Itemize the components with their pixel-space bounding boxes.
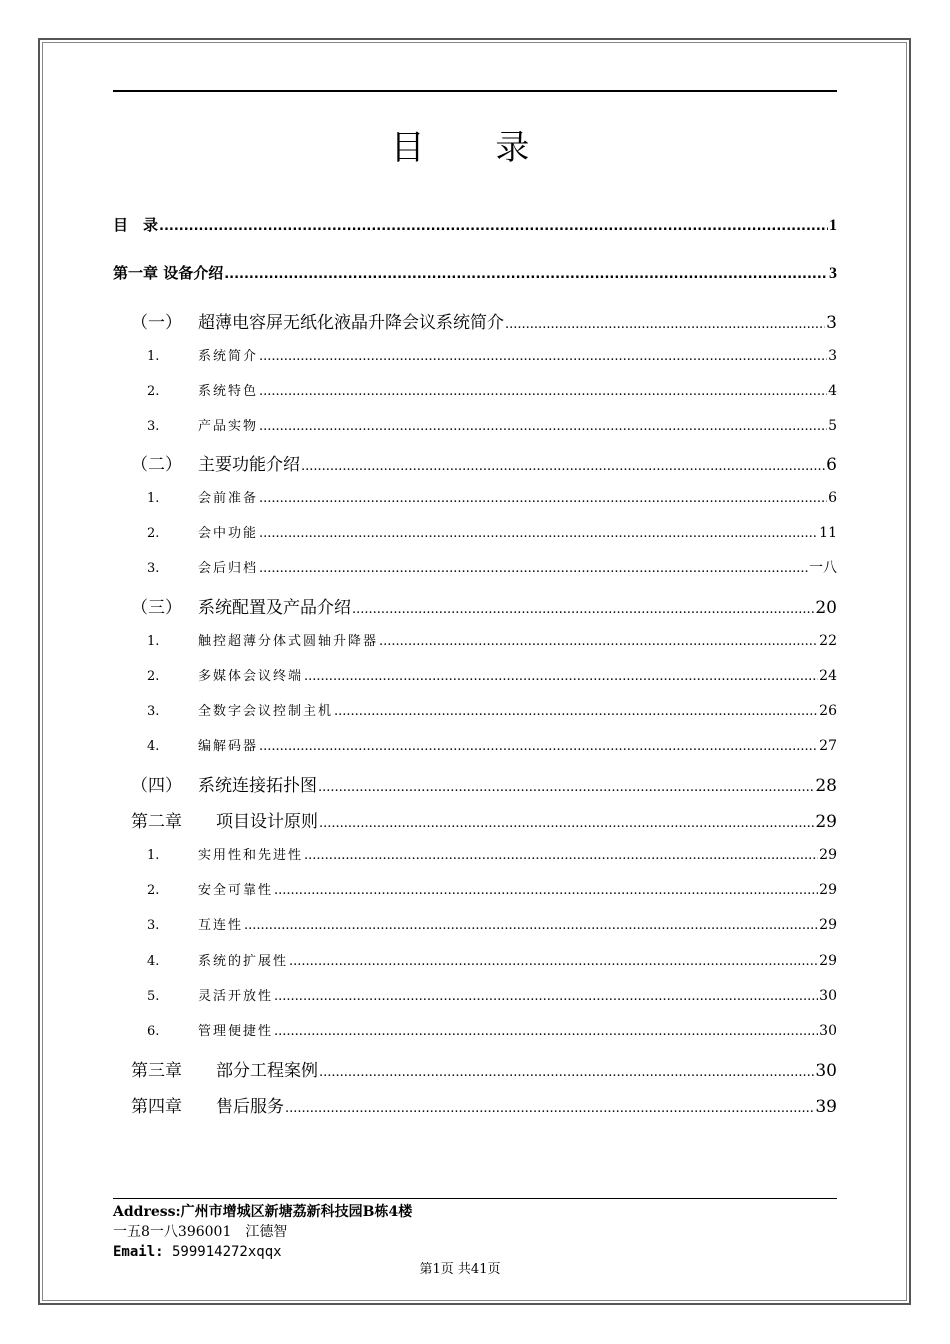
toc-entry-title: 售后服务	[216, 1097, 284, 1117]
toc-entry-title: 多媒体会议终端	[198, 669, 304, 684]
toc-leader-dots	[244, 918, 818, 933]
toc-entry-number: 4.	[147, 739, 160, 754]
toc-entry-title: 系统简介	[198, 349, 259, 364]
toc-entry[interactable]	[113, 914, 837, 933]
toc-entry[interactable]	[113, 557, 837, 577]
toc-entry[interactable]	[113, 522, 837, 541]
toc-entry-title: 主要功能介绍	[198, 455, 300, 475]
toc-entry[interactable]	[113, 214, 837, 235]
toc-entry[interactable]	[113, 345, 837, 364]
toc-entry-title: 管理便捷性	[198, 1024, 274, 1039]
toc-entry-page: 30	[815, 1061, 837, 1081]
toc-entry-number: 3.	[147, 918, 160, 933]
toc-entry[interactable]	[113, 262, 837, 283]
toc-entry-page: 26	[819, 703, 837, 719]
toc-entry[interactable]	[113, 665, 837, 684]
footer-email-label: Email:	[113, 1244, 164, 1260]
toc-entry-page: 30	[819, 988, 837, 1004]
toc-leader-dots	[259, 491, 827, 506]
toc-entry-title: 灵活开放性	[198, 989, 274, 1004]
toc-entry-title: 超薄电容屏无纸化液晶升降会议系统简介	[198, 313, 504, 333]
toc-entry-number: （四）	[131, 776, 182, 796]
toc-entry-title: 触控超薄分体式圆轴升降器	[198, 634, 379, 649]
toc-entry-number: 2.	[147, 883, 160, 898]
toc-entry-number: 第四章	[131, 1097, 182, 1117]
toc-entry[interactable]	[113, 415, 837, 434]
toc-entry-title: 全数字会议控制主机	[198, 704, 334, 719]
toc-entry-page: 28	[815, 776, 837, 796]
toc-entry[interactable]	[113, 950, 837, 969]
toc-entry-title: 会中功能	[198, 526, 259, 541]
toc-entry-page: 39	[815, 1097, 837, 1117]
toc-entry-title: 目 录	[113, 216, 159, 234]
toc-entry-title: 实用性和先进性	[198, 848, 304, 863]
toc-leader-dots	[274, 1024, 818, 1039]
toc-leader-dots	[274, 989, 818, 1004]
toc-entry-number: 1.	[147, 349, 160, 364]
toc-entry[interactable]	[113, 593, 837, 618]
toc-leader-dots	[334, 704, 818, 719]
toc-leader-dots	[318, 780, 814, 795]
toc-entry[interactable]	[113, 735, 837, 754]
toc-entry-number: 第二章	[131, 812, 182, 832]
toc-entry-title: 会前准备	[198, 491, 259, 506]
toc-entry-page: 一八	[809, 560, 837, 576]
toc-entry-page: 1	[829, 217, 837, 234]
toc-entry[interactable]	[113, 879, 837, 898]
footer-email-value: 599914272xqqx	[163, 1244, 282, 1260]
toc-entry-page: 20	[815, 598, 837, 618]
toc-entry[interactable]	[113, 1056, 837, 1081]
toc-entry-page: 29	[819, 953, 837, 969]
toc-entry-page: 30	[819, 1023, 837, 1039]
toc-leader-dots	[379, 634, 818, 649]
toc-entry-number: 3.	[147, 561, 160, 576]
toc-entry[interactable]	[113, 771, 837, 796]
toc-entry-title: 互连性	[198, 918, 244, 933]
toc-entry-page: 11	[819, 525, 837, 541]
toc-entry-number: 5.	[147, 989, 160, 1004]
toc-entry-number: 第三章	[131, 1061, 182, 1081]
toc-leader-dots	[352, 602, 814, 617]
toc-entry-title: 产品实物	[198, 419, 259, 434]
toc-entry-number: （二）	[131, 455, 182, 475]
toc-entry-number: 2.	[147, 669, 160, 684]
toc-entry[interactable]	[113, 1092, 837, 1117]
page-number: 第1页 共41页	[419, 1262, 501, 1277]
toc-entry-title: 编解码器	[198, 739, 259, 754]
toc-leader-dots	[304, 669, 818, 684]
toc-leader-dots	[259, 419, 827, 434]
toc-leader-dots	[289, 954, 818, 969]
toc-entry-page: 3	[829, 265, 837, 282]
toc-entry-title: 系统特色	[198, 384, 259, 399]
toc-entry-page: 29	[819, 917, 837, 933]
toc-entry[interactable]	[113, 700, 837, 719]
toc-entry-number: （三）	[131, 598, 182, 618]
toc-entry-number: 6.	[147, 1024, 160, 1039]
toc-entry-number: 3.	[147, 419, 160, 434]
toc-entry-page: 3	[826, 313, 837, 333]
toc-entry[interactable]	[113, 487, 837, 506]
toc-entry-title: 项目设计原则	[216, 812, 318, 832]
footer-rule	[113, 1198, 837, 1199]
page-title: 目 录	[390, 128, 560, 168]
toc-leader-dots	[259, 349, 827, 364]
toc-entry-title: 会后归档	[198, 561, 259, 576]
toc-entry-page: 6	[828, 490, 837, 506]
toc-entry[interactable]	[113, 807, 837, 832]
toc-leader-dots	[259, 739, 818, 754]
toc-entry-page: 29	[819, 882, 837, 898]
toc-leader-dots	[319, 816, 814, 831]
toc-entry[interactable]	[113, 308, 837, 333]
toc-entry-number: 1.	[147, 634, 160, 649]
toc-leader-dots	[304, 848, 818, 863]
toc-leader-dots	[159, 219, 828, 234]
toc-entry-title: 系统的扩展性	[198, 954, 289, 969]
toc-leader-dots	[285, 1101, 814, 1116]
footer-address: Address:广州市增城区新塘荔新科技园B栋4楼	[113, 1204, 413, 1220]
toc-leader-dots	[319, 1065, 814, 1080]
toc-entry-number: 2.	[147, 384, 160, 399]
toc-entry[interactable]	[113, 1020, 837, 1039]
toc-entry-page: 6	[826, 455, 837, 475]
toc-leader-dots	[259, 384, 827, 399]
toc-entry-page: 27	[819, 738, 837, 754]
toc-leader-dots	[505, 317, 825, 332]
toc-entry-page: 3	[828, 348, 837, 364]
toc-entry[interactable]	[113, 844, 837, 863]
toc-entry-number: 3.	[147, 704, 160, 719]
toc-entry[interactable]	[113, 450, 837, 475]
toc-entry[interactable]	[113, 985, 837, 1004]
toc-leader-dots	[259, 561, 808, 576]
toc-entry-number: 4.	[147, 954, 160, 969]
toc-leader-dots	[259, 526, 818, 541]
toc-entry-title: 系统配置及产品介绍	[198, 598, 351, 618]
toc-entry-title: 系统连接拓扑图	[198, 776, 317, 796]
toc-entry[interactable]	[113, 630, 837, 649]
toc-entry-title: 第一章 设备介绍	[113, 264, 224, 282]
toc-entry-number: （一）	[131, 313, 182, 333]
toc-entry-page: 4	[828, 383, 837, 399]
toc-entry-page: 29	[819, 847, 837, 863]
toc-entry-page: 22	[819, 633, 837, 649]
toc-leader-dots	[301, 459, 825, 474]
toc-entry-number: 2.	[147, 526, 160, 541]
toc-entry-page: 29	[815, 812, 837, 832]
header-rule	[113, 90, 837, 92]
toc-leader-dots	[224, 267, 828, 282]
toc-entry-page: 5	[828, 418, 837, 434]
toc-entry-title: 安全可靠性	[198, 883, 274, 898]
toc-entry-title: 部分工程案例	[216, 1061, 318, 1081]
toc-entry-page: 24	[819, 668, 837, 684]
toc-entry-number: 1.	[147, 848, 160, 863]
toc-leader-dots	[274, 883, 818, 898]
toc-entry[interactable]	[113, 380, 837, 399]
toc-entry-number: 1.	[147, 491, 160, 506]
footer-phone: 一五8一八396001 江德智	[113, 1224, 288, 1240]
footer	[113, 1202, 412, 1262]
